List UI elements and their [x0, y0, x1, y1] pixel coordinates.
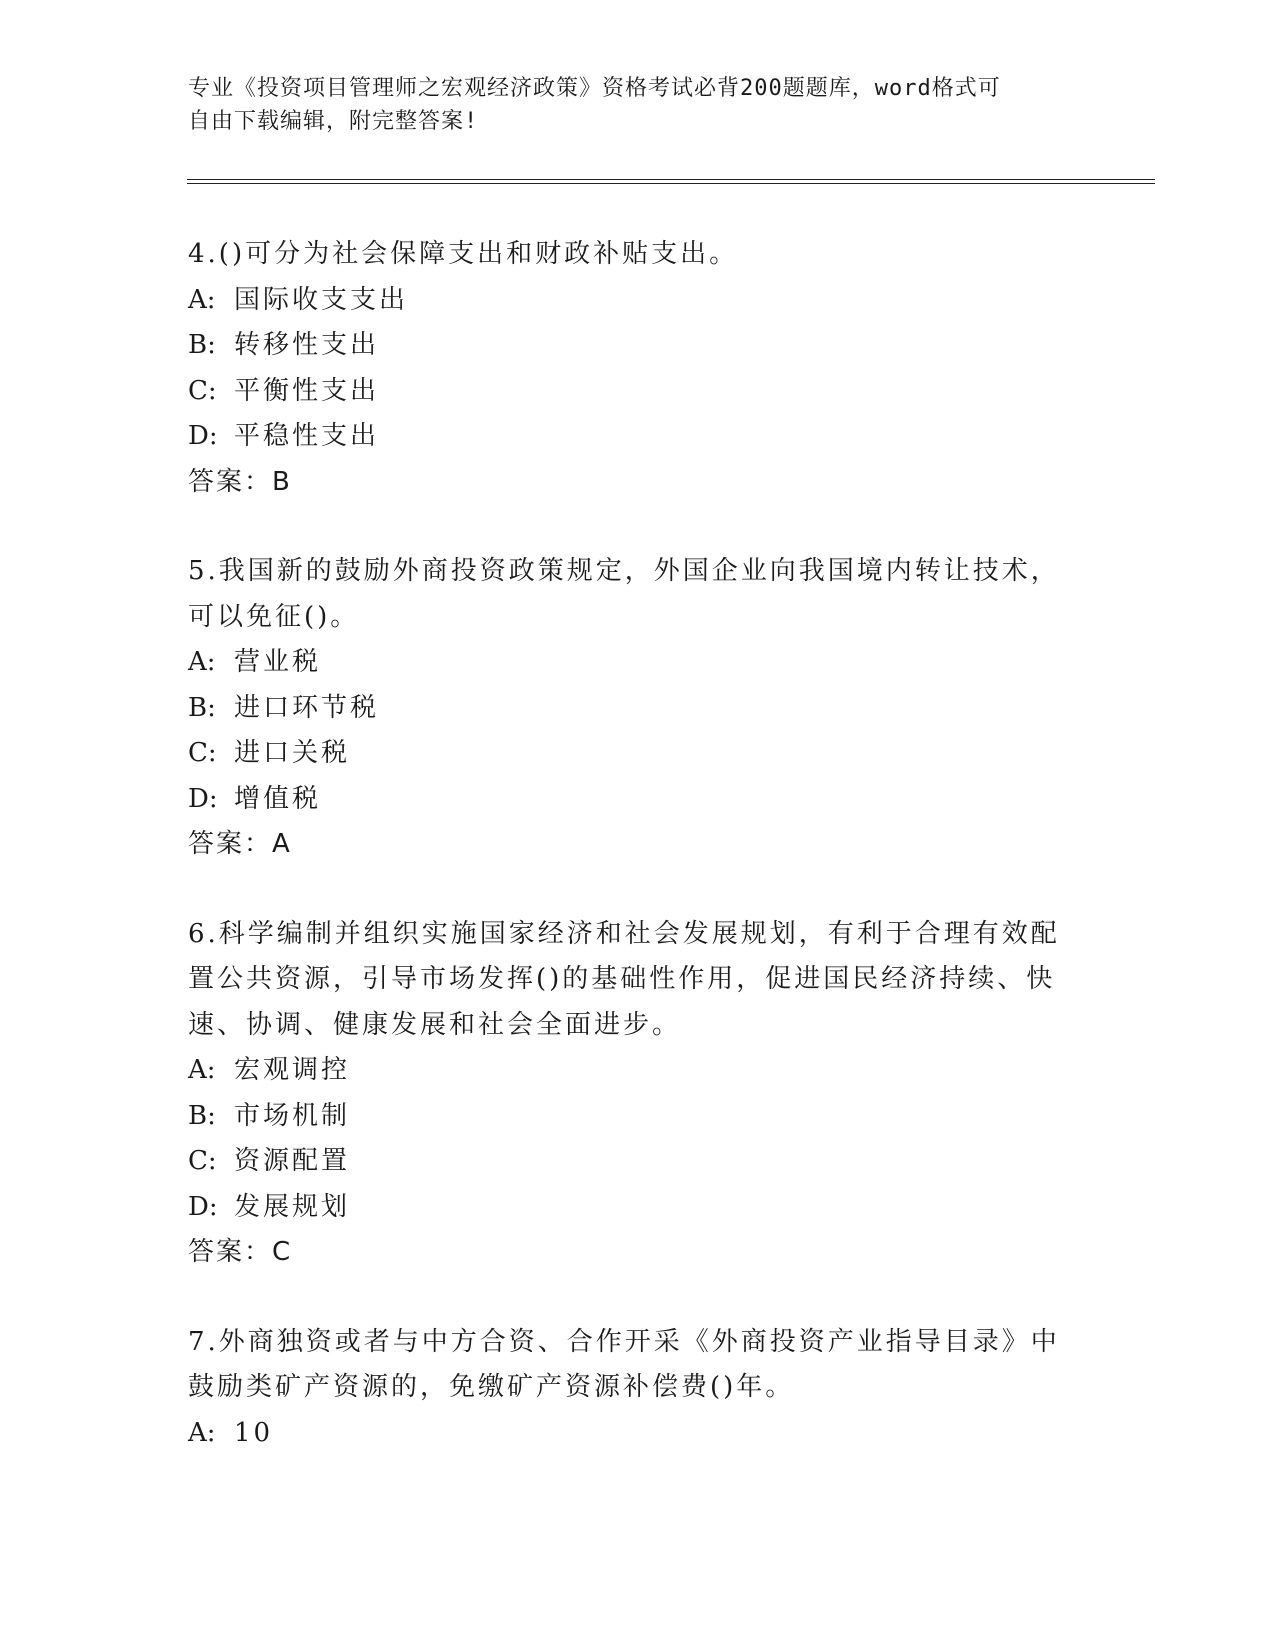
option-d [188, 1185, 1068, 1231]
question-text: 4.()可分为社会保障支出和财政补贴支出。 [188, 239, 739, 269]
header-divider-bottom [187, 183, 1155, 184]
option-text: 进口环节税 [234, 692, 380, 723]
option-text: 宏观调控 [234, 1055, 351, 1085]
question-text-line: 置公共资源，引导市场发挥()的基础性作用，促进国民经济持续、快 [188, 964, 1056, 994]
option-key: A: [188, 1055, 216, 1085]
option-b [188, 1094, 1068, 1140]
option-c [188, 1139, 1068, 1185]
option-text: 市场机制 [234, 1100, 351, 1131]
header-divider-top [187, 179, 1155, 180]
option-key: A: [188, 1417, 216, 1448]
answer-text: 答案：C [188, 1237, 293, 1267]
option-b [188, 686, 1068, 732]
option-text: 增值税 [234, 783, 322, 814]
question-4 [188, 232, 1068, 505]
question-7 [188, 1320, 1068, 1457]
option-text: 转移性支出 [234, 330, 380, 360]
document-header [188, 72, 1068, 138]
option-c [188, 369, 1068, 415]
option-key: D: [188, 1191, 218, 1222]
option-text: 进口关税 [234, 738, 351, 768]
option-a [188, 640, 1068, 686]
option-a [188, 1048, 1068, 1094]
option-key: A: [188, 284, 216, 315]
option-text: 平衡性支出 [234, 375, 380, 406]
option-c [188, 731, 1068, 777]
option-key: B: [188, 330, 216, 360]
question-text-line: 可以免征()。 [188, 601, 360, 632]
option-text: 国际收支支出 [234, 284, 409, 315]
question-text-line: 鼓励类矿产资源的，免缴矿产资源补偿费()年。 [188, 1372, 795, 1402]
option-a [188, 278, 1068, 324]
answer-text: 答案：B [188, 466, 292, 497]
option-key: C: [188, 1146, 217, 1176]
option-key: D: [188, 783, 218, 814]
option-text: 10 [234, 1417, 274, 1448]
option-d [188, 777, 1068, 823]
header-line-1: 专业《投资项目管理师之宏观经济政策》资格考试必背200题题库，word格式可 [188, 76, 1001, 101]
question-5 [188, 549, 1068, 868]
option-text: 营业税 [234, 647, 322, 677]
option-key: A: [188, 647, 216, 677]
question-text-line: 6.科学编制并组织实施国家经济和社会发展规划，有利于合理有效配 [188, 918, 1060, 949]
option-d [188, 414, 1068, 460]
option-key: D: [188, 421, 218, 451]
option-text: 平稳性支出 [234, 421, 380, 451]
question-text-line: 5.我国新的鼓励外商投资政策规定，外国企业向我国境内转让技术， [188, 556, 1060, 586]
question-text-line: 速、协调、健康发展和社会全面进步。 [188, 1009, 682, 1040]
header-line-2: 自由下载编辑，附完整答案! [188, 109, 479, 134]
option-key: C: [188, 375, 217, 406]
question-text-line: 7.外商独资或者与中方合资、合作开采《外商投资产业指导目录》中 [188, 1326, 1060, 1357]
option-text: 资源配置 [234, 1146, 351, 1176]
option-key: B: [188, 692, 216, 723]
option-a [188, 1411, 1068, 1457]
option-b [188, 323, 1068, 369]
answer-text: 答案：A [188, 829, 292, 859]
option-key: B: [188, 1100, 216, 1131]
option-key: C: [188, 738, 217, 768]
option-text: 发展规划 [234, 1191, 351, 1222]
question-6 [188, 912, 1068, 1276]
question-list [188, 232, 1068, 1500]
